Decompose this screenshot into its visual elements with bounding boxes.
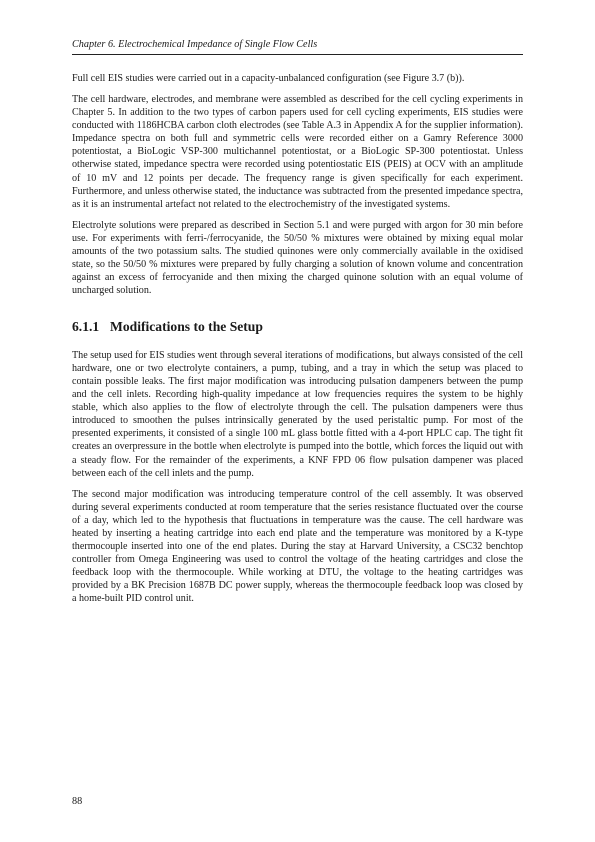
section-number: 6.1.1: [72, 319, 100, 335]
body-text: [72, 72, 523, 613]
paragraph-full-cell-eis: Full cell EIS studies were carried out in a capacity-unbalanced configuration (see Figure 3.7 (b)).: [72, 73, 465, 84]
section-title: Modifications to the Setup: [110, 319, 263, 335]
paragraph-setup-modifications: The setup used for EIS studies went through several iterations of modifications, but always consisted of the cell hardware, one or two electrolyte containers, a pump, tubing, and a tray in which the setup was placed to contain possible leaks. The first major modification was introducing pulsation dampeners between the pump and the cell inlets. Recording high-quality impedance at low frequencies requires the system to be highly stable, which also applies to the flow of electrolyte through the cell. The pulsation dampeners were thus introduced to smoothen the pulses intrinsically generated by the used peristaltic pump. For most of the presented experiments, it consisted of a single 100 mL glass bottle fitted with a 4-port HPLC cap. The tight fit creates an overpressure in the bottle when electrolyte is pumped into the bottle, which forces the liquid out with a steady flow. For the remainder of the experiments, a KNF FPD 06 flow pulsation dampener was placed between each of the cell inlets and the pump.: [72, 350, 524, 479]
paragraph-electrolyte-solutions: Electrolyte solutions were prepared as described in Section 5.1 and were purged with argon for 30 min before use. For experiments with ferri-/ferrocyanide, the 50/50 % mixtures were obtained by mixing equal molar amounts of the two potassium salts. The studied quinones were only commercially available in the oxidised state, so the 50/50 % mixtures were prepared by fully charging a solution of known volume and concentration against an excess of ferrocyanide and then mixing the charged quinone solution with an equal volume of uncharged solution.: [72, 219, 523, 297]
paragraph-cell-hardware: The cell hardware, electrodes, and membrane were assembled as described for the cell cycling experiments in Chapter 5. In addition to the two types of carbon papers used for cell cycling experiments, EIS studies were conducted with 1186HCBA carbon cloth electrodes (see Table A.3 in Appendix A for the supplier information). Impedance spectra on both full and symmetric cells were recorded either on a Gamry Reference 3000 potentiostat, a BioLogic VSP-300 multichannel potentiostat, or a BioLogic SP-300 potentiostat. Unless otherwise stated, impedance spectra were recorded using potentiostatic EIS (PEIS) at OCV with an amplitude of 10 mV and 12 points per decade. The frequency range is given specifically for each experiment. Furthermore, and unless otherwise stated, the inductance was subtracted from the presented impedance spectra, as it is an instrumental artefact not related to the electrochemistry of the investigated systems.: [72, 94, 523, 210]
page-number: 88: [72, 796, 83, 807]
paragraph-temperature-control: The second major modification was introducing temperature control of the cell assembly. It was observed during several experiments conducted at room temperature that the series resistance fluctuated over the course of a day, which led to the hypothesis that fluctuations in temperature was the cause. The cell hardware was heated by inserting a heating cartridge into each end plate and the temperature was monitored by a K-type thermocouple inserted into one of the end plates. During the stay at Harvard University, a CSC32 benchtop controller from Omega Engineering was used to control the voltage of the heating cartridges and close the feedback loop with the thermocouple. While working at DTU, the voltage to the heating cartridges was provided by a BK Precision 1687B DC power supply, whereas the thermocouple feedback loop was closed by a home-built PID control unit.: [72, 488, 523, 605]
section-heading: [72, 319, 523, 335]
running-head: Chapter 6. Electrochemical Impedance of Single Flow Cells: [72, 39, 318, 50]
header-rule: [72, 54, 523, 55]
